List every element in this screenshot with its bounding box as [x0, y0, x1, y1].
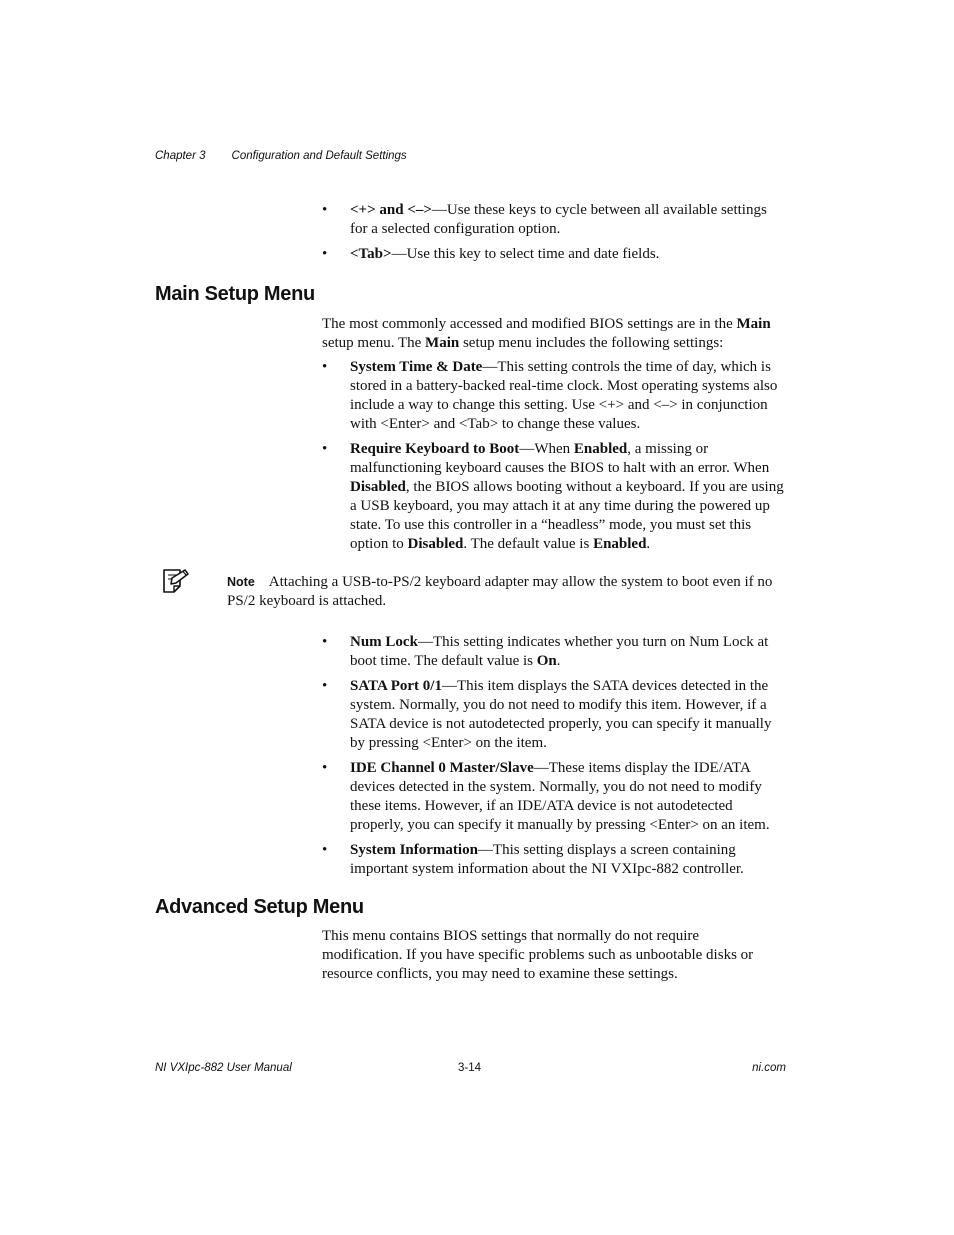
bullet: • — [322, 246, 328, 262]
note-icon — [160, 566, 192, 596]
list-item-text: , a missing or malfunctioning keyboard causes the BIOS to halt with an error. When — [350, 441, 770, 476]
advanced-setup-heading: Advanced Setup Menu — [155, 896, 364, 918]
list-item — [322, 841, 788, 879]
list-item-term: IDE Channel 0 Master/Slave — [350, 760, 534, 776]
list-item-text: —Use these keys to cycle between all available settings for a selected configuration option. — [350, 202, 767, 237]
note-text: Attaching a USB-to-PS/2 keyboard adapter may allow the system to boot even if no PS/2 keyboard is attached. — [227, 574, 773, 609]
main-setup-heading: Main Setup Menu — [155, 283, 315, 305]
list-item-term: <+> and <–> — [350, 202, 432, 218]
list-item-text: —Use this key to select time and date fields. — [391, 246, 660, 262]
main-setup-list-continued — [322, 633, 788, 885]
bullet: • — [322, 760, 328, 776]
list-item-text: —This setting indicates whether you turn on Num Lock at boot time. The default value is — [350, 634, 769, 669]
list-item — [322, 358, 788, 434]
list-item-bold: Disabled — [350, 479, 406, 495]
list-item-text: —This setting displays a screen containing important system information about the NI VXIpc-882 controller. — [350, 842, 744, 877]
chapter-title: Configuration and Default Settings — [231, 150, 407, 162]
main-setup-intro — [322, 315, 786, 353]
list-item-text: . — [646, 536, 651, 552]
list-item-term: Require Keyboard to Boot — [350, 441, 520, 457]
bullet: • — [322, 202, 328, 218]
list-item-term: SATA Port 0/1 — [350, 678, 442, 694]
list-item-term: Num Lock — [350, 634, 418, 650]
list-item — [322, 245, 788, 264]
advanced-setup-body: This menu contains BIOS settings that normally do not require modification. If you have specific problems such as unbootable disks or resource conflicts, you may need to examine these settings. — [322, 928, 754, 982]
intro-bold: Main — [736, 316, 771, 332]
list-item — [322, 677, 788, 753]
list-item — [322, 633, 788, 671]
footer-manual-title: NI VXIpc-882 User Manual — [155, 1062, 292, 1074]
intro-text: setup menu. The — [322, 335, 426, 351]
note-paragraph — [227, 573, 789, 611]
list-item-term: System Information — [350, 842, 478, 858]
note-label: Note — [227, 575, 255, 589]
list-item-text: —This setting controls the time of day, which is stored in a battery-backed real-time clock. Most operating systems also include a way to change this setting. Use <+> and <–> in conjunction with <Enter> and <Tab> to change these values. — [350, 359, 778, 432]
intro-text: The most commonly accessed and modified BIOS settings are in the — [322, 316, 737, 332]
list-item-text: , the BIOS allows booting without a keyboard. If you are using a USB keyboard, you may attach it at any time during the powered up state. To use this controller in a “headless” mode, you must set this option to — [350, 479, 784, 552]
list-item-text: . The default value is — [463, 536, 594, 552]
bullet: • — [322, 678, 328, 694]
running-header — [155, 150, 407, 162]
list-item-bold: Enabled — [573, 441, 628, 457]
bullet: • — [322, 441, 328, 457]
bullet: • — [322, 842, 328, 858]
bullet: • — [322, 359, 328, 375]
list-item — [322, 440, 788, 554]
intro-bold: Main — [425, 335, 460, 351]
footer-page-number: 3-14 — [458, 1062, 482, 1074]
key-list — [322, 201, 788, 270]
intro-text: setup menu includes the following settings: — [459, 335, 724, 351]
list-item-term: System Time & Date — [350, 359, 483, 375]
list-item-text: . — [556, 653, 561, 669]
bullet: • — [322, 634, 328, 650]
list-item-text: —When — [519, 441, 574, 457]
list-item-bold: Enabled — [593, 536, 647, 552]
list-item-term: <Tab> — [350, 246, 392, 262]
list-item — [322, 759, 788, 835]
list-item-text: —This item displays the SATA devices detected in the system. Normally, you do not need to modify this item. However, if a SATA device is not autodetected properly, you can specify it manually by pressing <Enter> on the item. — [350, 678, 772, 751]
footer-site: ni.com — [752, 1062, 786, 1074]
list-item-bold: Disabled — [407, 536, 464, 552]
chapter-number: Chapter 3 — [155, 150, 206, 162]
list-item — [322, 201, 788, 239]
list-item-text: —These items display the IDE/ATA devices detected in the system. Normally, you do not need to modify these items. However, if an IDE/ATA device is not autodetected properly, you can specify it manually by pressing <Enter> on an item. — [350, 760, 770, 833]
main-setup-list — [322, 358, 788, 560]
list-item-bold: On — [536, 653, 557, 669]
